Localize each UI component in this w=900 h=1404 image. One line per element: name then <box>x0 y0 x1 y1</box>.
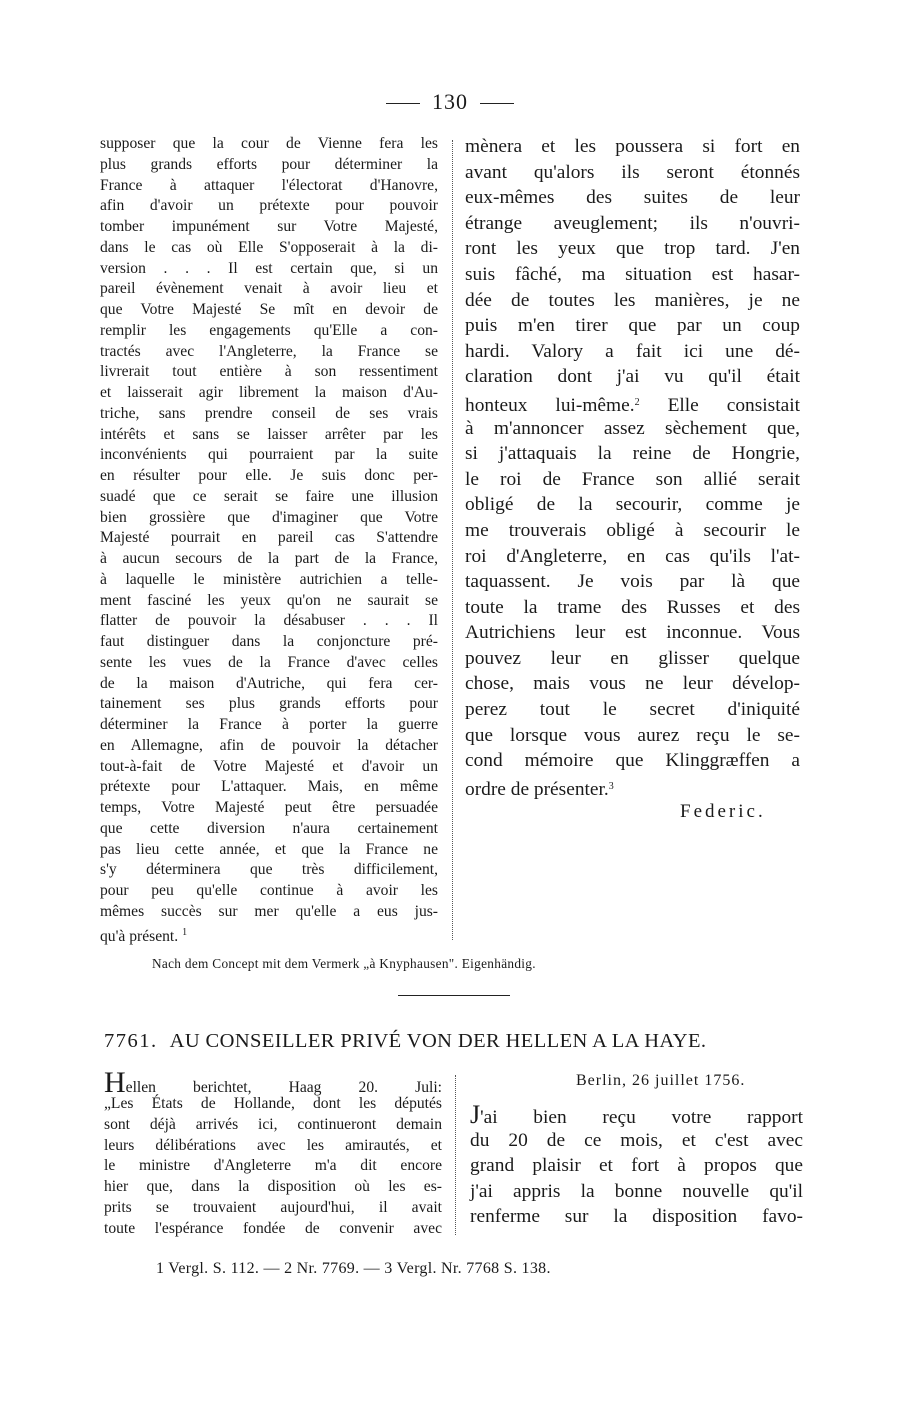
lower-right-column <box>470 1102 803 1230</box>
right-line-with-marker <box>465 390 800 416</box>
footnote-marker: 2 <box>634 396 640 408</box>
left-line: déterminer la France à porter la guerre <box>100 716 438 733</box>
right-line-last <box>465 774 800 800</box>
left-line: et laisserait agir librement la maison d'Au- <box>100 384 438 401</box>
right-line: toute la trame des Russes et des <box>465 596 800 618</box>
left-line: à aucun secours de la part de la France, <box>100 550 438 567</box>
right-line: que lorsque vous aurez reçu le se- <box>465 724 800 746</box>
left-line: supposer que la cour de Vienne fera les <box>100 135 438 152</box>
footnote-marker: 3 <box>608 780 614 792</box>
lower-right-line: j'ai appris la bonne nouvelle qu'il <box>470 1180 803 1202</box>
lower-left-line: prits se trouvaient aujourd'hui, il avait <box>104 1198 442 1216</box>
left-line: sente les vues de la France d'avec celles <box>100 653 438 671</box>
left-line: tainement ses plus grands efforts pour <box>100 695 438 713</box>
right-line: pouvez leur en glisser quelque <box>465 647 800 669</box>
page-number <box>0 89 900 115</box>
left-line: Majesté pourrait en pareil cas S'attendre <box>100 529 438 547</box>
right-line: taquassent. Je vois par là que <box>465 571 800 593</box>
right-line: avant qu'alors ils seront étonnés <box>465 161 800 183</box>
lower-left-line: hier que, dans la disposition où les es- <box>104 1178 442 1195</box>
left-line: bien grossière que d'imaginer que Votre <box>100 508 438 526</box>
right-line: le roi de France son allié serait <box>465 468 800 490</box>
left-line: France à attaquer l'électorat d'Hanovre, <box>100 176 438 194</box>
right-line: étrange aveuglement; ils n'ouvri- <box>465 212 800 234</box>
letter-heading <box>104 1030 804 1053</box>
right-line: me trouverais obligé à secourir le <box>465 519 800 541</box>
left-line: faut distinguer dans la conjoncture pré- <box>100 633 438 650</box>
left-line: tractés avec l'Angleterre, la France se <box>100 342 438 360</box>
lower-right-line: renferme sur la disposition favo- <box>470 1206 803 1228</box>
right-line: claration dont j'ai vu qu'il était <box>465 366 800 388</box>
right-line: perez tout le secret d'iniquité <box>465 699 800 721</box>
right-line: ront les yeux que trop tard. J'en <box>465 238 800 260</box>
right-line: mènera et les poussera si fort en <box>465 136 800 157</box>
left-line: pas lieu cette année, et que la France ne <box>100 840 438 858</box>
page-number-dash-right <box>480 103 514 104</box>
footnotes: 1 Vergl. S. 112. — 2 Nr. 7769. — 3 Vergl. Nr. 7768 S. 138. <box>156 1260 551 1277</box>
left-line: pareil évènement venait à avoir lieu et <box>100 280 438 298</box>
right-column <box>465 134 800 799</box>
left-line: que cette diversion n'aura certainement <box>100 819 438 837</box>
letter-title: AU CONSEILLER PRIVÉ VON DER HELLEN A LA HAYE. <box>169 1030 707 1052</box>
initial-letter: H <box>104 1066 126 1099</box>
right-line: dée de toutes les manières, je ne <box>465 289 800 311</box>
right-line: roi d'Angleterre, en cas qu'ils l'at- <box>465 545 800 567</box>
left-line-last <box>100 923 438 944</box>
lower-left-line: „Les États de Hollande, dont les députés <box>104 1095 442 1112</box>
left-line: intérêts et sans se laisser arrêter par les <box>100 425 438 443</box>
lower-left-column <box>104 1068 442 1239</box>
right-line: cond mémoire que Klinggræffen a <box>465 750 800 772</box>
left-line: mêmes succès sur mer qu'elle a eus jus- <box>100 902 438 920</box>
lower-right-first-text: 'ai bien reçu votre rapport <box>480 1107 803 1128</box>
left-line: suadé que ce serait se faire une illusion <box>100 487 438 505</box>
left-line: à laquelle le ministère autrichien a telle- <box>100 570 438 588</box>
left-line: triche, sans prendre conseil de ses vrais <box>100 404 438 422</box>
left-line: remplir les engagements qu'Elle a con- <box>100 321 438 339</box>
left-line: version . . . Il est certain que, si un <box>100 259 438 277</box>
right-line: à m'annoncer assez sèchement que, <box>465 417 800 439</box>
left-line: livrerait tout entière à son ressentiment <box>100 363 438 381</box>
section-rule <box>398 995 510 996</box>
left-line: pour peu qu'elle continue à avoir les <box>100 882 438 899</box>
left-line: dans le cas où Elle S'opposerait à la di- <box>100 238 438 256</box>
right-line: suis fâché, ma situation est hasar- <box>465 263 800 285</box>
lower-left-line: sont déjà arrivés ici, continueront demain <box>104 1115 442 1133</box>
right-line: hardi. Valory a fait ici une dé- <box>465 340 800 362</box>
column-separator <box>455 1075 456 1235</box>
column-separator <box>452 140 453 940</box>
lower-right-first-line <box>470 1102 803 1128</box>
letter-number: 7761. <box>104 1030 158 1052</box>
lower-left-first-text: ellen berichtet, Haag 20. Juli: <box>125 1079 442 1096</box>
left-line: tout-à-fait de Votre Majesté et d'avoir un <box>100 757 438 775</box>
lower-left-first-line <box>104 1066 442 1099</box>
lower-left-line: le ministre d'Angleterre m'a dit encore <box>104 1157 442 1175</box>
left-line: en Allemagne, afin de pouvoir la détacher <box>100 736 438 754</box>
lower-right-line: grand plaisir et fort à propos que <box>470 1155 803 1177</box>
left-line: flatter de pouvoir la désabuser . . . Il <box>100 612 438 630</box>
right-line-text: honteux lui-même. <box>465 394 635 416</box>
lower-left-line: toute l'espérance fondée de convenir avec <box>104 1219 442 1237</box>
right-line-tail: Elle consistait <box>667 394 800 416</box>
signature: Federic. <box>680 801 766 822</box>
left-line: ment fasciné les yeux qu'on ne saurait se <box>100 591 438 609</box>
left-line: temps, Votre Majesté peut être persuadée <box>100 799 438 816</box>
right-line-text: ordre de présenter. <box>465 778 609 800</box>
right-line: si j'attaquais la reine de Hongrie, <box>465 443 800 465</box>
right-line: Autrichiens leur est inconnue. Vous <box>465 622 800 644</box>
source-note: Nach dem Concept mit dem Vermerk „à Knyphausen". Eigenhändig. <box>152 956 536 971</box>
lower-right-line: du 20 de ce mois, et c'est avec <box>470 1129 803 1151</box>
page-number-text: 130 <box>432 89 468 114</box>
lower-left-line: leurs délibérations avec les amirautés, et <box>104 1136 442 1154</box>
left-line-text: qu'à présent. <box>100 927 179 945</box>
left-line: prétexte pour L'attaquer. Mais, en même <box>100 778 438 796</box>
page-number-dash-left <box>386 103 420 104</box>
left-line: afin d'avoir un prétexte pour pouvoir <box>100 197 438 215</box>
right-line: eux-mêmes des suites de leur <box>465 187 800 209</box>
left-line: plus grands efforts pour déterminer la <box>100 155 438 173</box>
left-line: de la maison d'Autriche, qui fera cer- <box>100 674 438 692</box>
right-line: puis m'en tirer que par un coup <box>465 315 800 337</box>
right-line: chose, mais vous ne leur dévelop- <box>465 673 800 695</box>
left-line: en résulter pour elle. Je suis donc per- <box>100 467 438 484</box>
right-line: obligé de la secourir, comme je <box>465 494 800 516</box>
left-line: que Votre Majesté Se mît en devoir de <box>100 301 438 318</box>
initial-letter: J <box>470 1100 481 1129</box>
left-line: tomber impunément sur Votre Majesté, <box>100 218 438 235</box>
left-line: inconvénients qui pourraient par la suite <box>100 446 438 464</box>
dateline: Berlin, 26 juillet 1756. <box>576 1072 746 1089</box>
footnote-marker: 1 <box>182 926 188 938</box>
left-line: s'y déterminera que très difficilement, <box>100 861 438 879</box>
left-column <box>100 134 438 943</box>
